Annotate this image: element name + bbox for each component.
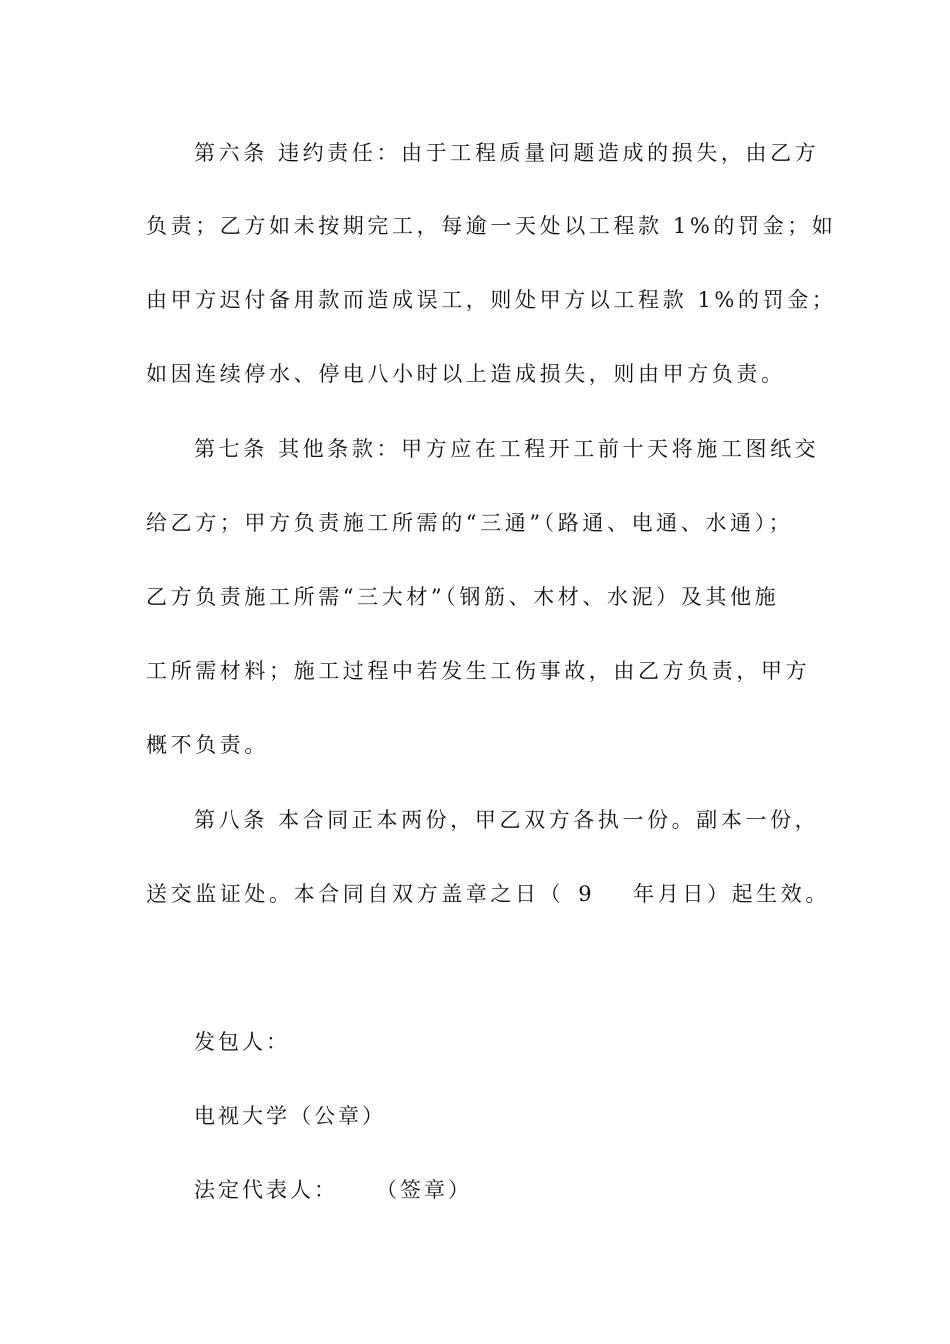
article8-line2 xyxy=(146,879,830,909)
article6-line1: 第六条 违约责任：由于工程质量问题造成的损失，由乙方 xyxy=(194,141,820,165)
rep-label: 法定代表人： xyxy=(194,1178,338,1202)
article7-line2: 给乙方；甲方负责施工所需的“三通”（路通、电通、水通）； xyxy=(146,511,794,535)
article7-line4: 工所需材料；施工过程中若发生工伤事故，由乙方负责，甲方 xyxy=(146,659,811,683)
article8-line1: 第八条 本合同正本两份，甲乙双方各执一份。副本一份， xyxy=(194,808,820,832)
article8-line2-part1: 送交监证处。本合同自双方盖章之日（ xyxy=(146,882,565,906)
rep-seal: （签章） xyxy=(376,1178,472,1202)
article7-line3: 乙方负责施工所需“三大材”（钢筋、木材、水泥）及其他施 xyxy=(146,585,780,609)
issuer-label: 发包人： xyxy=(194,1030,290,1054)
article8-line2-part3: 年月日）起生效。 xyxy=(633,882,830,906)
article6-line2: 负责；乙方如未按期完工，每逾一天处以工程款 1%的罚金；如 xyxy=(146,214,837,238)
article6-line3: 由甲方迟付备用款而造成误工，则处甲方以工程款 1%的罚金； xyxy=(146,288,837,312)
article7-line5: 概不负责。 xyxy=(146,733,269,757)
article6-line4: 如因连续停水、停电八小时以上造成损失，则由甲方负责。 xyxy=(146,362,786,386)
article7-line1: 第七条 其他条款：甲方应在工程开工前十天将施工图纸交 xyxy=(194,437,820,461)
article8-date-number: 9 xyxy=(578,882,596,906)
issuer-name: 电视大学（公章） xyxy=(194,1104,386,1128)
legal-representative xyxy=(194,1175,472,1205)
